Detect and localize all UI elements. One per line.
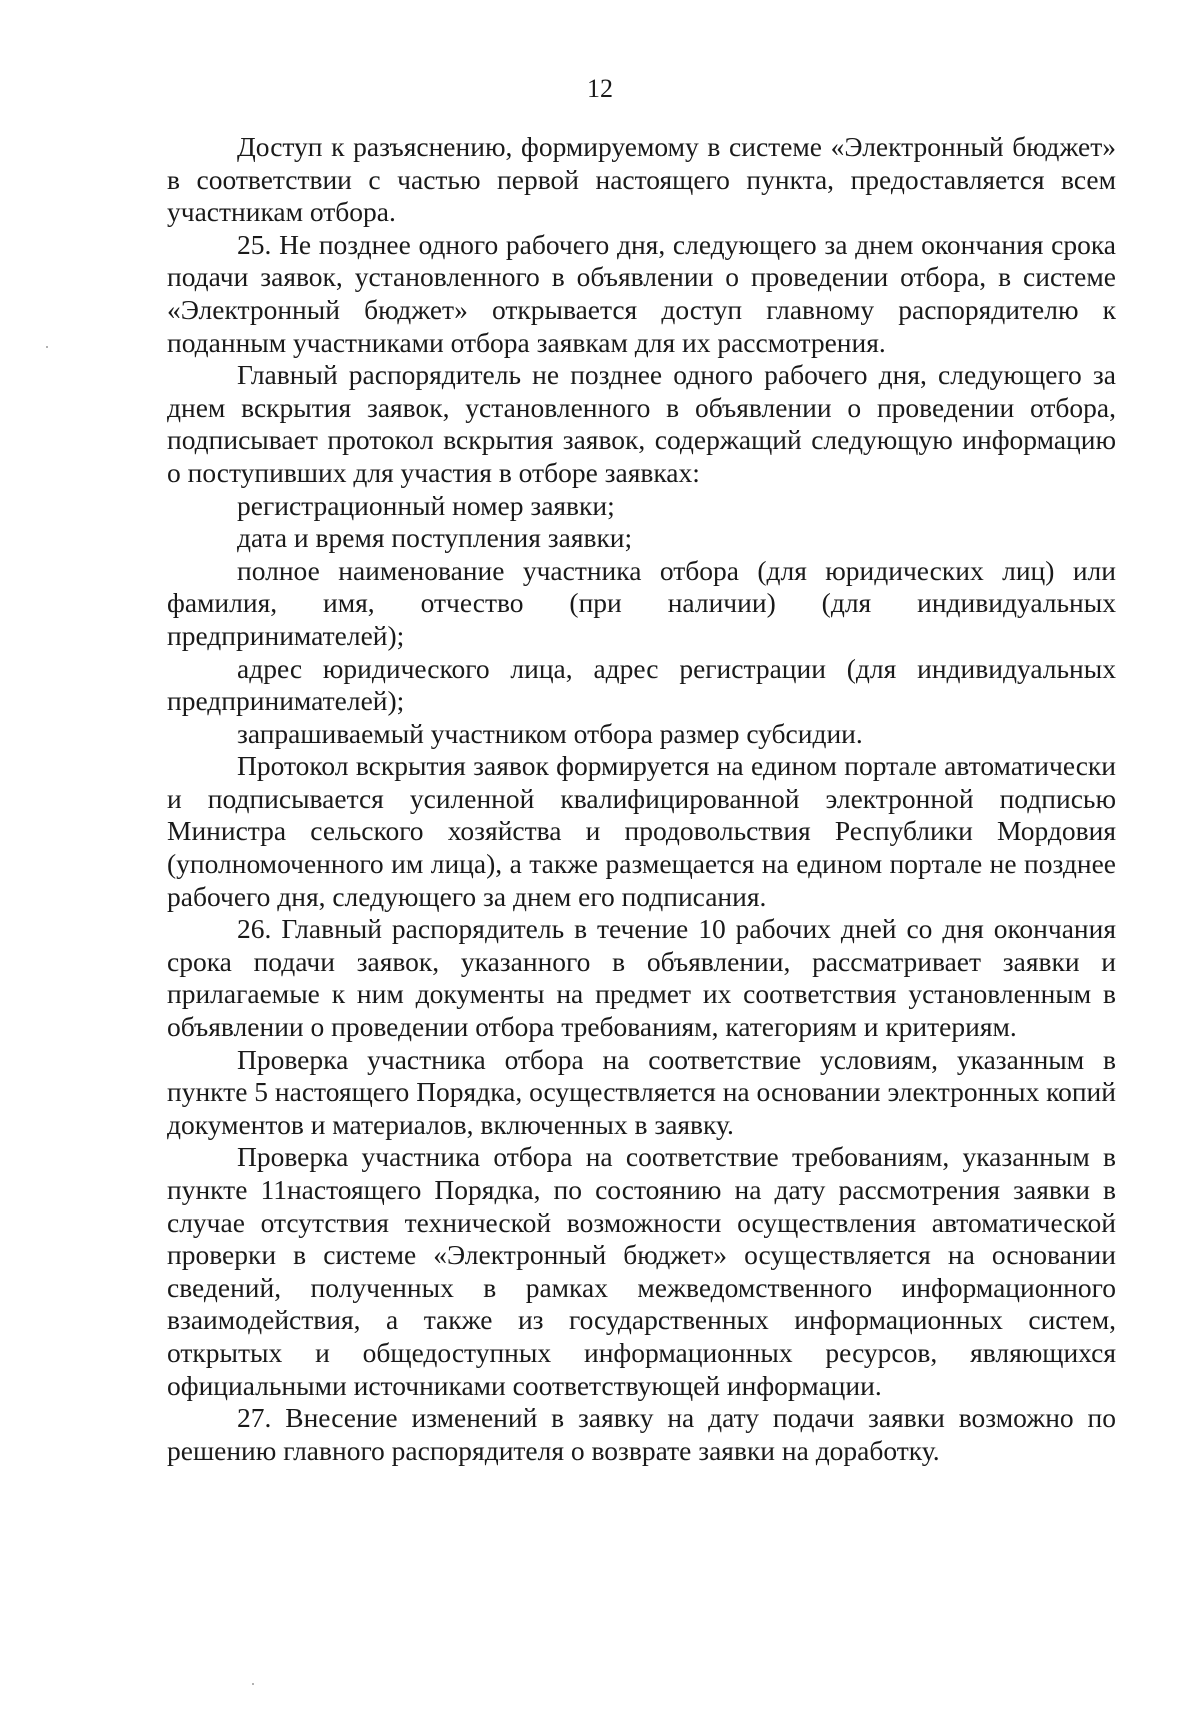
paragraph-item-27: 27. Внесение изменений в заявку на дату подачи заявки возможно по решению главного распорядителя о возврате заявки на доработку. — [167, 1402, 1116, 1466]
list-item-address: адрес юридического лица, адрес регистрации (для индивидуальных предпринимателей); — [167, 652, 1116, 717]
paragraph-protocol-signing: Протокол вскрытия заявок формируется на едином портале автоматически и подписывается усиленной квалифицированной электронной подписью Министра сельского хозяйства и продовольствия Республики Мордовия (уполномоченного им лица), а также размещается на едином портале не позднее рабочего дня, следующего за днем его подписания. — [167, 750, 1116, 912]
list-item-full-name: полное наименование участника отбора (для юридических лиц) или фамилия, имя, отчество (при наличии) (для индивидуальных предпринимателей); — [167, 554, 1116, 651]
list-item-registration-number: регистрационный номер заявки; — [237, 489, 615, 521]
list-item-subsidy-amount: запрашиваемый участником отбора размер субсидии. — [237, 717, 863, 749]
paragraph-access-clarification: Доступ к разъяснению, формируемому в системе «Электронный бюджет» в соответствии с частью первой настоящего пункта, предоставляется всем участникам отбора. — [167, 131, 1116, 228]
paragraph-item-25: 25. Не позднее одного рабочего дня, следующего за днем окончания срока подачи заявок, установленного в объявлении о проведении отбора, в системе «Электронный бюджет» открывается доступ главному распорядителю к поданным участниками отбора заявкам для их рассмотрения. — [167, 228, 1116, 358]
document-body — [167, 131, 1116, 1467]
paragraph-requirements-check: Проверка участника отбора на соответствие требованиям, указанным в пункте 11настоящего Порядка, по состоянию на дату рассмотрения заявки в случае отсутствия технической возможности осуществления автоматической проверки в системе «Электронный бюджет» осуществляется на основании сведений, полученных в рамках межведомственного информационного взаимодействия, а также из государственных информационных систем, открытых и общедоступных информационных ресурсов, являющихся официальными источниками соответствующей информации. — [167, 1141, 1116, 1401]
list-item-date-time: дата и время поступления заявки; — [237, 522, 633, 554]
paragraph-opening-protocol: Главный распорядитель не позднее одного рабочего дня, следующего за днем вскрытия заявок, установленного в объявлении о проведении отбора, подписывает протокол вскрытия заявок, содержащий следующую информацию о поступивших для участия в отборе заявках: — [167, 359, 1116, 488]
scan-speck — [252, 1683, 254, 1685]
paragraph-item-26: 26. Главный распорядитель в течение 10 рабочих дней со дня окончания срока подачи заявок, указанного в объявлении, рассматривает заявки и прилагаемые к ним документы на предмет их соответствия установленным в объявлении о проведении отбора требованиям, категориям и критериям. — [167, 913, 1116, 1043]
page-number: 12 — [587, 74, 613, 103]
scan-speck — [46, 346, 48, 348]
paragraph-conditions-check: Проверка участника отбора на соответствие условиям, указанным в пункте 5 настоящего Порядка, осуществляется на основании электронных копий документов и материалов, включенных в заявку. — [167, 1043, 1116, 1140]
